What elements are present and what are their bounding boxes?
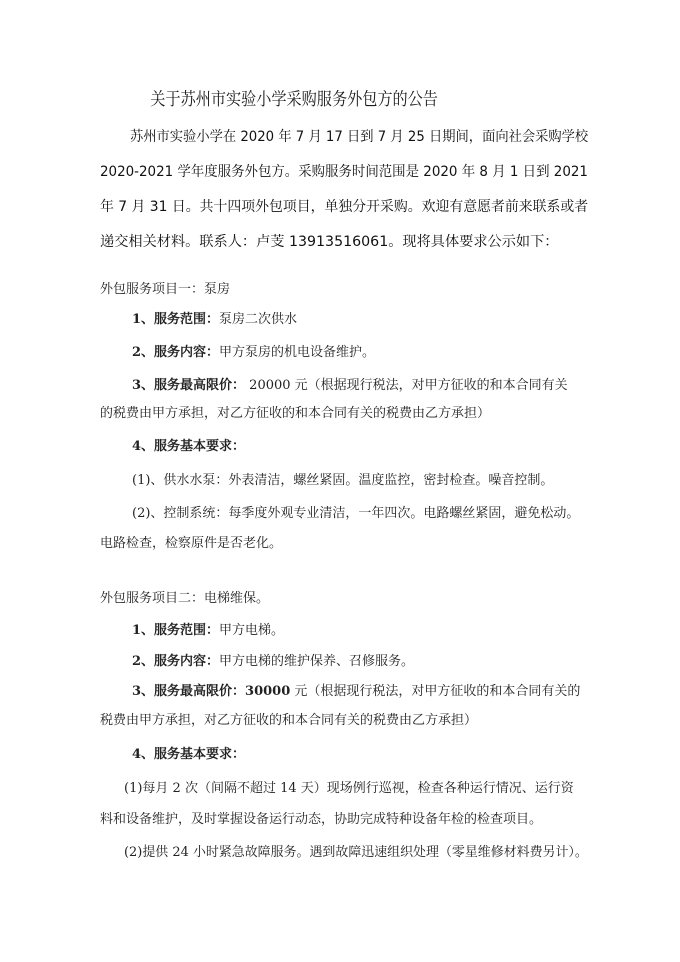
project1-price-cont: 的税费由甲方承担，对乙方征收的和本合同有关的税费由乙方承担）: [100, 406, 491, 421]
project2-req-1-cont: 料和设备维护，及时掌握设备运行动态，协助完成特种设备年检的检查项目。: [100, 812, 543, 827]
intro-line-2: 2020-2021 学年度服务外包方。采购服务时间范围是 2020 年 8 月 1 日到 2021: [100, 164, 588, 180]
scope-value: 泵房二次供水: [219, 312, 298, 327]
project2-requirements-label: 4、服务基本要求：: [132, 747, 246, 762]
price-label: 3、服务最高限价：: [132, 378, 246, 393]
scope-label: 1、服务范围：: [132, 312, 220, 327]
price-text: 元（根据现行税法，对甲方征收的和本合同有关的: [290, 684, 581, 699]
price-label: 3、服务最高限价：30000: [132, 684, 291, 699]
content-label: 2、服务内容：: [132, 345, 220, 360]
project2-price: [132, 685, 580, 698]
project1-content: [132, 346, 375, 359]
document-title: 关于苏州市实验小学采购服务外包方的公告: [150, 90, 438, 110]
scope-value: 甲方电梯。: [219, 623, 285, 638]
scope-label: 1、服务范围：: [132, 623, 220, 638]
price-text: 20000 元（根据现行税法，对甲方征收的和本合同有关: [245, 378, 568, 393]
project1-price: [132, 379, 568, 392]
project2-content: [132, 655, 414, 668]
content-label: 2、服务内容：: [132, 654, 220, 669]
content-value: 甲方泵房的机电设备维护。: [219, 345, 376, 360]
intro-line-3: 年 7 月 31 日。共十四项外包项目，单独分开采购。欢迎有意愿者前来联系或者: [100, 199, 589, 215]
project2-price-cont: 税费由甲方承担，对乙方征收的和本合同有关的税费由乙方承担）: [100, 713, 478, 728]
project1-heading: 外包服务项目一：泵房: [100, 282, 231, 297]
project1-req-2: (2)、控制系统：每季度外观专业清洁，一年四次。电路螺丝紧固，避免松动。: [132, 506, 580, 521]
project2-scope: [132, 624, 284, 637]
project1-req-2-cont: 电路检查，检察原件是否老化。: [100, 536, 283, 551]
project1-requirements-label: 4、服务基本要求：: [132, 439, 246, 454]
project2-req-2: (2)提供 24 小时紧急故障服务。遇到故障迅速组织处理（零星维修材料费另计）。: [124, 845, 588, 860]
project1-req-1: (1)、供水水泵：外表清洁，螺丝紧固。温度监控，密封检查。噪音控制。: [132, 473, 554, 488]
project2-heading: 外包服务项目二：电梯维保。: [100, 591, 270, 606]
intro-line-4: 递交相关材料。联系人：卢芰 13913516061。现将具体要求公示如下：: [100, 234, 559, 250]
project2-req-1: (1)每月 2 次（间隔不超过 14 天）现场例行巡视，检查各种运行情况、运行资: [124, 781, 574, 796]
intro-line-1: 苏州市实验小学在 2020 年 7 月 17 日到 7 月 25 日期间，面向社会采购学校: [130, 129, 589, 145]
content-value: 甲方电梯的维护保养、召修服务。: [219, 654, 415, 669]
project1-scope: [132, 313, 297, 326]
